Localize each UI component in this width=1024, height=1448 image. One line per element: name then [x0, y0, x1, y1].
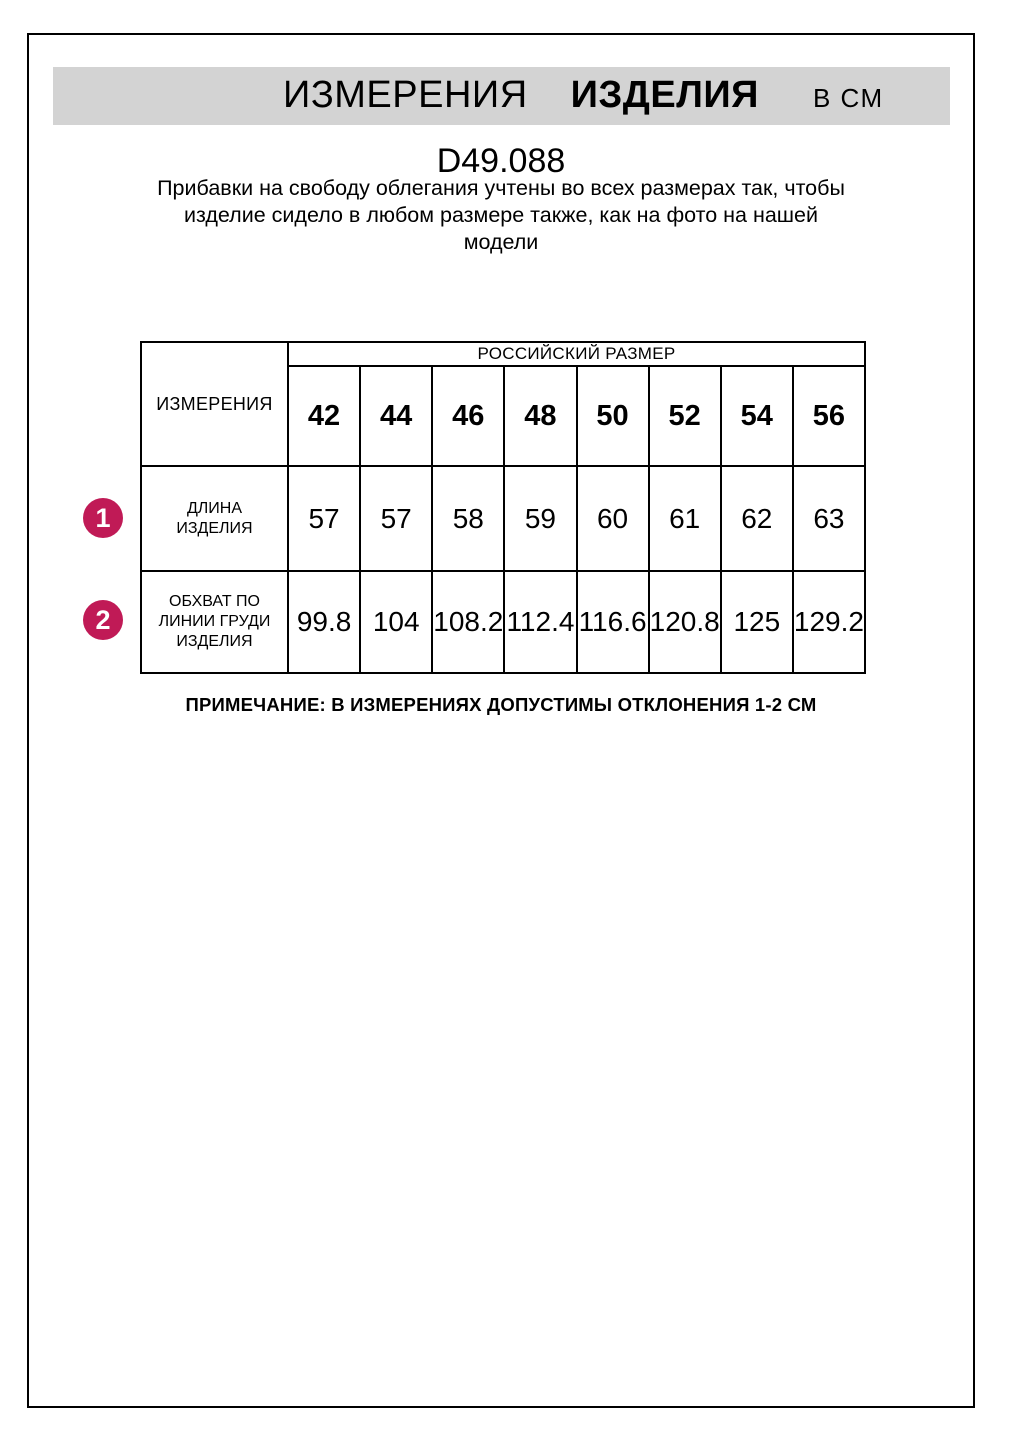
measurement-value-cell: 104: [360, 571, 432, 673]
size-column-header: 50: [577, 366, 649, 466]
measurements-column-header: ИЗМЕРЕНИЯ: [141, 342, 288, 466]
title-product-label: ИЗДЕЛИЯ: [570, 74, 759, 116]
measurement-row-label: ОБХВАТ ПО ЛИНИИ ГРУДИ ИЗДЕЛИЯ: [141, 571, 288, 673]
measurement-value-cell: 108.2: [432, 571, 504, 673]
measurement-value-cell: 59: [504, 466, 576, 571]
product-code: D49.088: [436, 142, 566, 180]
measurement-value-cell: 57: [360, 466, 432, 571]
description-line: изделие сидело в любом размере также, как на фото на нашей: [183, 203, 819, 227]
title-bar: [53, 67, 950, 125]
measurement-value-cell: 120.8: [649, 571, 721, 673]
row-marker-1: [83, 498, 123, 538]
size-column-header: 52: [649, 366, 721, 466]
size-column-header: 44: [360, 366, 432, 466]
measurement-value-cell: 58: [432, 466, 504, 571]
marker-number: 1: [95, 502, 111, 533]
russian-size-header: РОССИЙСКИЙ РАЗМЕР: [288, 342, 865, 366]
measurement-value-cell: 129.2: [793, 571, 865, 673]
title-measurements-label: ИЗМЕРЕНИЯ: [283, 74, 528, 116]
measurement-value-cell: 125: [721, 571, 793, 673]
title-unit-label: В СМ: [812, 83, 884, 113]
document-page: [27, 33, 975, 1408]
table-row: [141, 466, 865, 571]
table-group-header-row: [141, 342, 865, 366]
measurement-row-label: ДЛИНА ИЗДЕЛИЯ: [141, 466, 288, 571]
table-row: [141, 571, 865, 673]
measurement-value-cell: 63: [793, 466, 865, 571]
size-column-header: 48: [504, 366, 576, 466]
size-table-section: [95, 341, 866, 674]
size-table: [140, 341, 866, 674]
size-column-header: 42: [288, 366, 360, 466]
size-column-header: 46: [432, 366, 504, 466]
measurement-value-cell: 57: [288, 466, 360, 571]
measurement-value-cell: 112.4: [504, 571, 576, 673]
fit-description: [29, 175, 973, 256]
size-column-header: 56: [793, 366, 865, 466]
tolerance-note: ПРИМЕЧАНИЕ: В ИЗМЕРЕНИЯХ ДОПУСТИМЫ ОТКЛОНЕНИЯ 1-2 СМ: [185, 694, 817, 715]
description-line: Прибавки на свободу облегания учтены во всех размерах так, чтобы: [157, 176, 845, 200]
size-column-header: 54: [721, 366, 793, 466]
measurement-value-cell: 61: [649, 466, 721, 571]
measurement-value-cell: 116.6: [577, 571, 649, 673]
measurement-value-cell: 60: [577, 466, 649, 571]
measurement-value-cell: 62: [721, 466, 793, 571]
marker-number: 2: [95, 604, 111, 635]
description-line: модели: [463, 230, 539, 254]
row-marker-2: [83, 600, 123, 640]
measurement-value-cell: 99.8: [288, 571, 360, 673]
